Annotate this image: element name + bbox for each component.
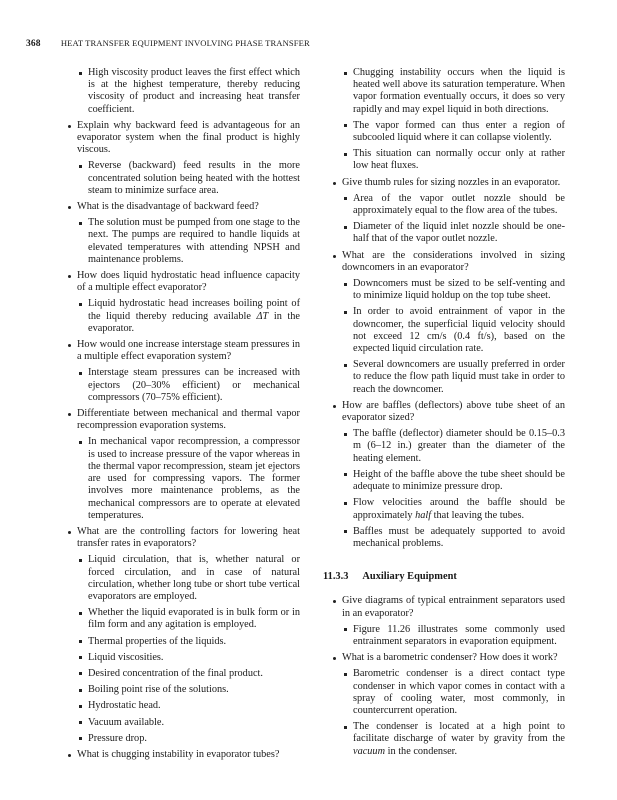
bullet-text: Downcomers must be sized to be self-venting and to minimize liquid holdup on the top tube sheet. [353, 278, 565, 302]
answer-bullet [323, 120, 565, 144]
bullet-text: Interstage steam pressures can be increased with ejectors (20–30% efficient) or mechanical compressors (70–75% efficient). [88, 367, 300, 403]
answer-bullet [323, 624, 565, 648]
bullet-text: Baffles must be adequately supported to avoid mechanical problems. [353, 525, 565, 549]
answer-bullet [58, 367, 300, 404]
answer-bullet [58, 67, 300, 116]
answer-bullet [58, 636, 300, 648]
bullet-text: Figure 11.26 illustrates some commonly used entrainment separators in evaporation equipment. [353, 623, 565, 647]
question-bullet [58, 201, 300, 213]
answer-bullet [323, 193, 565, 217]
bullet-text: What are the controlling factors for lowering heat transfer rates in evaporators? [77, 525, 300, 550]
bullet-text: In mechanical vapor recompression, a compressor is used to increase pressure of the vapor whereas in the thermal vapor recompression, steam jet ejectors are used for compressing vapors. The former involves more maintenance problems, as the mechanical compressors are to operate at elevated temperatures. [88, 436, 300, 521]
bullet-text: High viscosity product leaves the first effect which is at the highest temperature, thereby reducing viscosity of product and increasing heat transfer coefficient. [88, 67, 300, 115]
answer-bullet [58, 607, 300, 631]
bullet-text: Several downcomers are usually preferred in order to reduce the flow path liquid must take in order to reach the downcomer. [353, 359, 565, 395]
bullet-text: Boiling point rise of the solutions. [88, 684, 229, 696]
bullet-text: Liquid circulation, that is, whether natural or forced circulation, and in case of natural circulation, whether long tube or short tube vertical evaporators are employed. [88, 554, 300, 602]
italic-text: ΔT [256, 310, 269, 322]
bullet-text: Hydrostatic head. [88, 700, 161, 712]
bullet-text: Height of the baffle above the tube sheet should be adequate to minimize pressure drop. [353, 468, 565, 493]
question-bullet [323, 400, 565, 424]
question-bullet [323, 652, 565, 664]
bullet-text: Differentiate between mechanical and thermal vapor recompression evaporation systems. [77, 408, 300, 432]
running-header [26, 38, 310, 49]
bullet-text: that leaving the tubes. [431, 509, 525, 521]
answer-bullet [58, 554, 300, 603]
answer-bullet [323, 668, 565, 717]
bullet-text: The vapor formed can thus enter a region of subcooled liquid where it can collapse violently. [353, 119, 565, 144]
bullet-text: Explain why backward feed is advantageous for an evaporator system when the final product is highly viscous. [77, 119, 300, 156]
bullet-text: Flow velocities around the baffle should be approximately [353, 497, 565, 521]
bullet-text: Whether the liquid evaporated is in bulk form or in film form and any agitation is employed. [88, 607, 300, 631]
answer-bullet [58, 717, 300, 729]
bullet-text: Area of the vapor outlet nozzle should be approximately equal to the flow area of the tubes. [353, 192, 565, 217]
answer-bullet [58, 298, 300, 335]
answer-bullet [58, 160, 300, 197]
bullet-text: Liquid viscosities. [88, 651, 164, 663]
answer-bullet [323, 148, 565, 172]
bullet-text: Reverse (backward) feed results in the more concentrated solution being heated with the hottest steam to minimize surface area. [88, 160, 300, 196]
question-bullet [323, 250, 565, 274]
italic-text: half [415, 509, 432, 521]
bullet-text: The baffle (deflector) diameter should be 0.15–0.3 m (6–12 in.) greater than the diameter of the heating element. [353, 428, 565, 464]
bullet-text: What is chugging instability in evaporator tubes? [77, 748, 280, 760]
question-bullet [58, 526, 300, 550]
answer-bullet [323, 469, 565, 493]
bullet-text: Pressure drop. [88, 732, 147, 744]
answer-bullet [58, 700, 300, 712]
answer-bullet [323, 721, 565, 758]
bullet-text: How does liquid hydrostatic head influence capacity of a multiple effect evaporator? [77, 270, 300, 294]
bullet-text: What are the considerations involved in sizing downcomers in an evaporator? [342, 249, 565, 273]
bullet-text: How would one increase interstage steam pressures in a multiple effect evaporation system? [77, 339, 300, 363]
answer-bullet [323, 278, 565, 302]
bullet-text: in the condenser. [385, 745, 458, 757]
question-bullet [323, 177, 565, 189]
bullet-text: Desired concentration of the final product. [88, 667, 263, 679]
bullet-text: The solution must be pumped from one stage to the next. The pumps are required to handle liquids at elevated temperatures with attending NPSH and maintenance problems. [88, 217, 300, 265]
bullet-text: Diameter of the liquid inlet nozzle should be one-half that of the vapor outlet nozzle. [353, 221, 565, 245]
answer-bullet [58, 217, 300, 266]
answer-bullet [323, 526, 565, 550]
section-heading [323, 571, 565, 583]
bullet-text: Chugging instability occurs when the liquid is heated well above its saturation temperature. When vapor formation eventually occurs, it does so very rapidly and may expel liquid in both directions. [353, 67, 565, 115]
bullet-text: What is a barometric condenser? How does it work? [342, 652, 558, 664]
bullet-text: Thermal properties of the liquids. [88, 635, 227, 647]
running-title: HEAT TRANSFER EQUIPMENT INVOLVING PHASE TRANSFER [60, 38, 310, 48]
answer-bullet [58, 436, 300, 521]
question-bullet [58, 270, 300, 294]
answer-bullet [323, 428, 565, 465]
answer-bullet [58, 684, 300, 696]
bullet-text: In order to avoid entrainment of vapor in the downcomer, the superficial liquid velocity should not exceed 12 cm/s (0.4 ft/s), based on the expected liquid circulation rate. [353, 306, 565, 355]
bullet-text: Barometric condenser is a direct contact type condenser in which vapor comes in contact with a spray of cooling water, most commonly, in countercurrent operation. [353, 668, 565, 716]
question-bullet [58, 408, 300, 432]
question-bullet [323, 595, 565, 619]
left-column [58, 67, 300, 765]
bullet-text: Give thumb rules for sizing nozzles in an evaporator. [342, 176, 561, 188]
answer-bullet [323, 67, 565, 116]
page-number: 368 [26, 39, 41, 49]
italic-text: vacuum [353, 745, 386, 757]
answer-bullet [323, 306, 565, 355]
answer-bullet [323, 497, 565, 521]
answer-bullet [58, 733, 300, 745]
bullet-text: Vacuum available. [88, 716, 165, 728]
answer-bullet [323, 221, 565, 245]
bullet-text: This situation can normally occur only at rather low heat fluxes. [353, 148, 565, 172]
question-bullet [58, 749, 300, 761]
question-bullet [58, 339, 300, 363]
answer-bullet [323, 359, 565, 396]
bullet-text: The condenser is located at a high point to facilitate discharge of water by gravity from the [353, 721, 565, 745]
right-column [323, 67, 565, 762]
bullet-text: Liquid hydrostatic head increases boiling point of the liquid thereby reducing available [88, 298, 300, 322]
question-bullet [58, 120, 300, 157]
bullet-text: in the evaporator. [88, 310, 300, 334]
answer-bullet [58, 652, 300, 664]
section-number: 11.3.3 [323, 571, 349, 583]
bullet-text: Give diagrams of typical entrainment separators used in an evaporator? [342, 595, 565, 619]
bullet-text: How are baffles (deflectors) above tube sheet of an evaporator sized? [342, 399, 565, 424]
bullet-text: What is the disadvantage of backward feed? [77, 201, 259, 213]
section-title: Auxiliary Equipment [362, 571, 457, 583]
answer-bullet [58, 668, 300, 680]
